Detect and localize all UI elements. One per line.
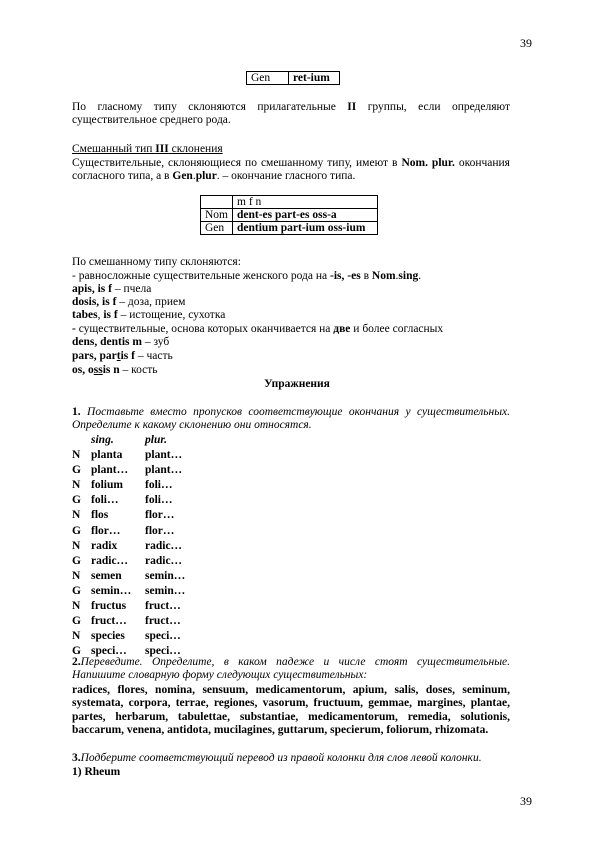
exercises-title: Упражнения xyxy=(264,378,330,390)
vowel-type-paragraph: По гласному типу склоняются прилагательные II группы, если определяют существительное среднего рода. xyxy=(72,101,510,127)
declension-row: G foli… foli… xyxy=(72,494,173,507)
mixed-type-heading: Смешанный тип III склонения xyxy=(72,143,223,155)
page-number-top: 39 xyxy=(520,36,532,50)
declension-row: G radic… radic… xyxy=(72,554,183,567)
example-tabes: tabes, is f – истощение, сухотка xyxy=(72,309,226,321)
declension-header xyxy=(72,434,185,449)
forms-cell: dentium part-ium oss-ium xyxy=(233,222,378,235)
example-apis: apis, is f – пчела xyxy=(72,283,152,295)
gender-header: m f n xyxy=(233,196,378,209)
declension-row: G speci… speci… xyxy=(72,645,181,658)
exercise-1-declension-list xyxy=(72,434,185,660)
gen-ending-table xyxy=(246,71,340,85)
empty-header-cell xyxy=(201,196,233,209)
declension-row: G fruct… fruct… xyxy=(72,615,181,628)
declension-row: N radix radic… xyxy=(72,539,183,552)
exercise-3-first-item: 1) Rheum xyxy=(72,766,121,778)
mixed-list-item-1: - равносложные существительные женского рода на -is, -es в Nom.sing. xyxy=(72,270,422,282)
example-dosis: dosis, is f – доза, прием xyxy=(72,296,186,308)
exercise-3-instructions: 3.Подберите соответствующий перевод из правой колонки для слов левой колонки. xyxy=(72,752,482,764)
declension-row: N fructus fruct… xyxy=(72,600,181,613)
example-dens: dens, dentis m – зуб xyxy=(72,336,170,348)
declension-row: N folium foli… xyxy=(72,479,173,492)
declension-row: N planta plant… xyxy=(72,449,183,462)
declension-row: N flos flor… xyxy=(72,509,175,522)
mixed-type-paragraph: Существительные, склоняющиеся по смешанному типу, имеют в Nom. plur. окончания согласного типа, а в Gen.plur. – окончание гласного типа. xyxy=(72,157,510,183)
case-cell: Gen xyxy=(201,222,233,235)
declension-row: G semin… semin… xyxy=(72,584,186,597)
forms-cell: dent-es part-es oss-a xyxy=(233,209,378,222)
mixed-declension-table xyxy=(200,195,378,235)
declension-row: G plant… plant… xyxy=(72,464,183,477)
exercise-2-instructions: 2.Переведите. Определите, в каком падеже и числе стоят существительные. Напишите словарную форму следующих существительных: xyxy=(72,656,510,682)
example-pars: pars, partis f – часть xyxy=(72,350,173,362)
declension-row: N semen semin… xyxy=(72,569,186,582)
exercise-2-word-list: radices, flores, nomina, sensuum, medicamentorum, apium, salis, doses, seminum, systemata, corpora, terrae, regiones, vasorum, fructuum, gemmae, margines, plantae, partes, herbarum, tabulettae, substantiae, medicamentorum, remedia, solutionis, baccarum, venena, antidota, mucilagines, guttarum, specierum, foliorum, rhizomata. xyxy=(72,684,510,737)
ending-cell: ret-ium xyxy=(289,72,340,85)
page-number-bottom: 39 xyxy=(520,794,532,808)
exercise-1-instructions: 1. Поставьте вместо пропусков соответствующие окончания у существительных. Определите к какому склонению они относятся. xyxy=(72,406,510,432)
case-cell: Nom xyxy=(201,209,233,222)
example-os: os, ossis n – кость xyxy=(72,364,158,376)
mixed-list-item-2: - существительные, основа которых оканчивается на две и более согласных xyxy=(72,323,444,335)
declension-row: G flor… flor… xyxy=(72,524,175,537)
sing-header: sing. xyxy=(91,434,114,446)
declension-row: N species speci… xyxy=(72,630,181,643)
case-cell: Gen xyxy=(247,72,289,85)
mixed-list-intro: По смешанному типу склоняются: xyxy=(72,256,241,268)
plur-header: plur. xyxy=(145,434,168,446)
